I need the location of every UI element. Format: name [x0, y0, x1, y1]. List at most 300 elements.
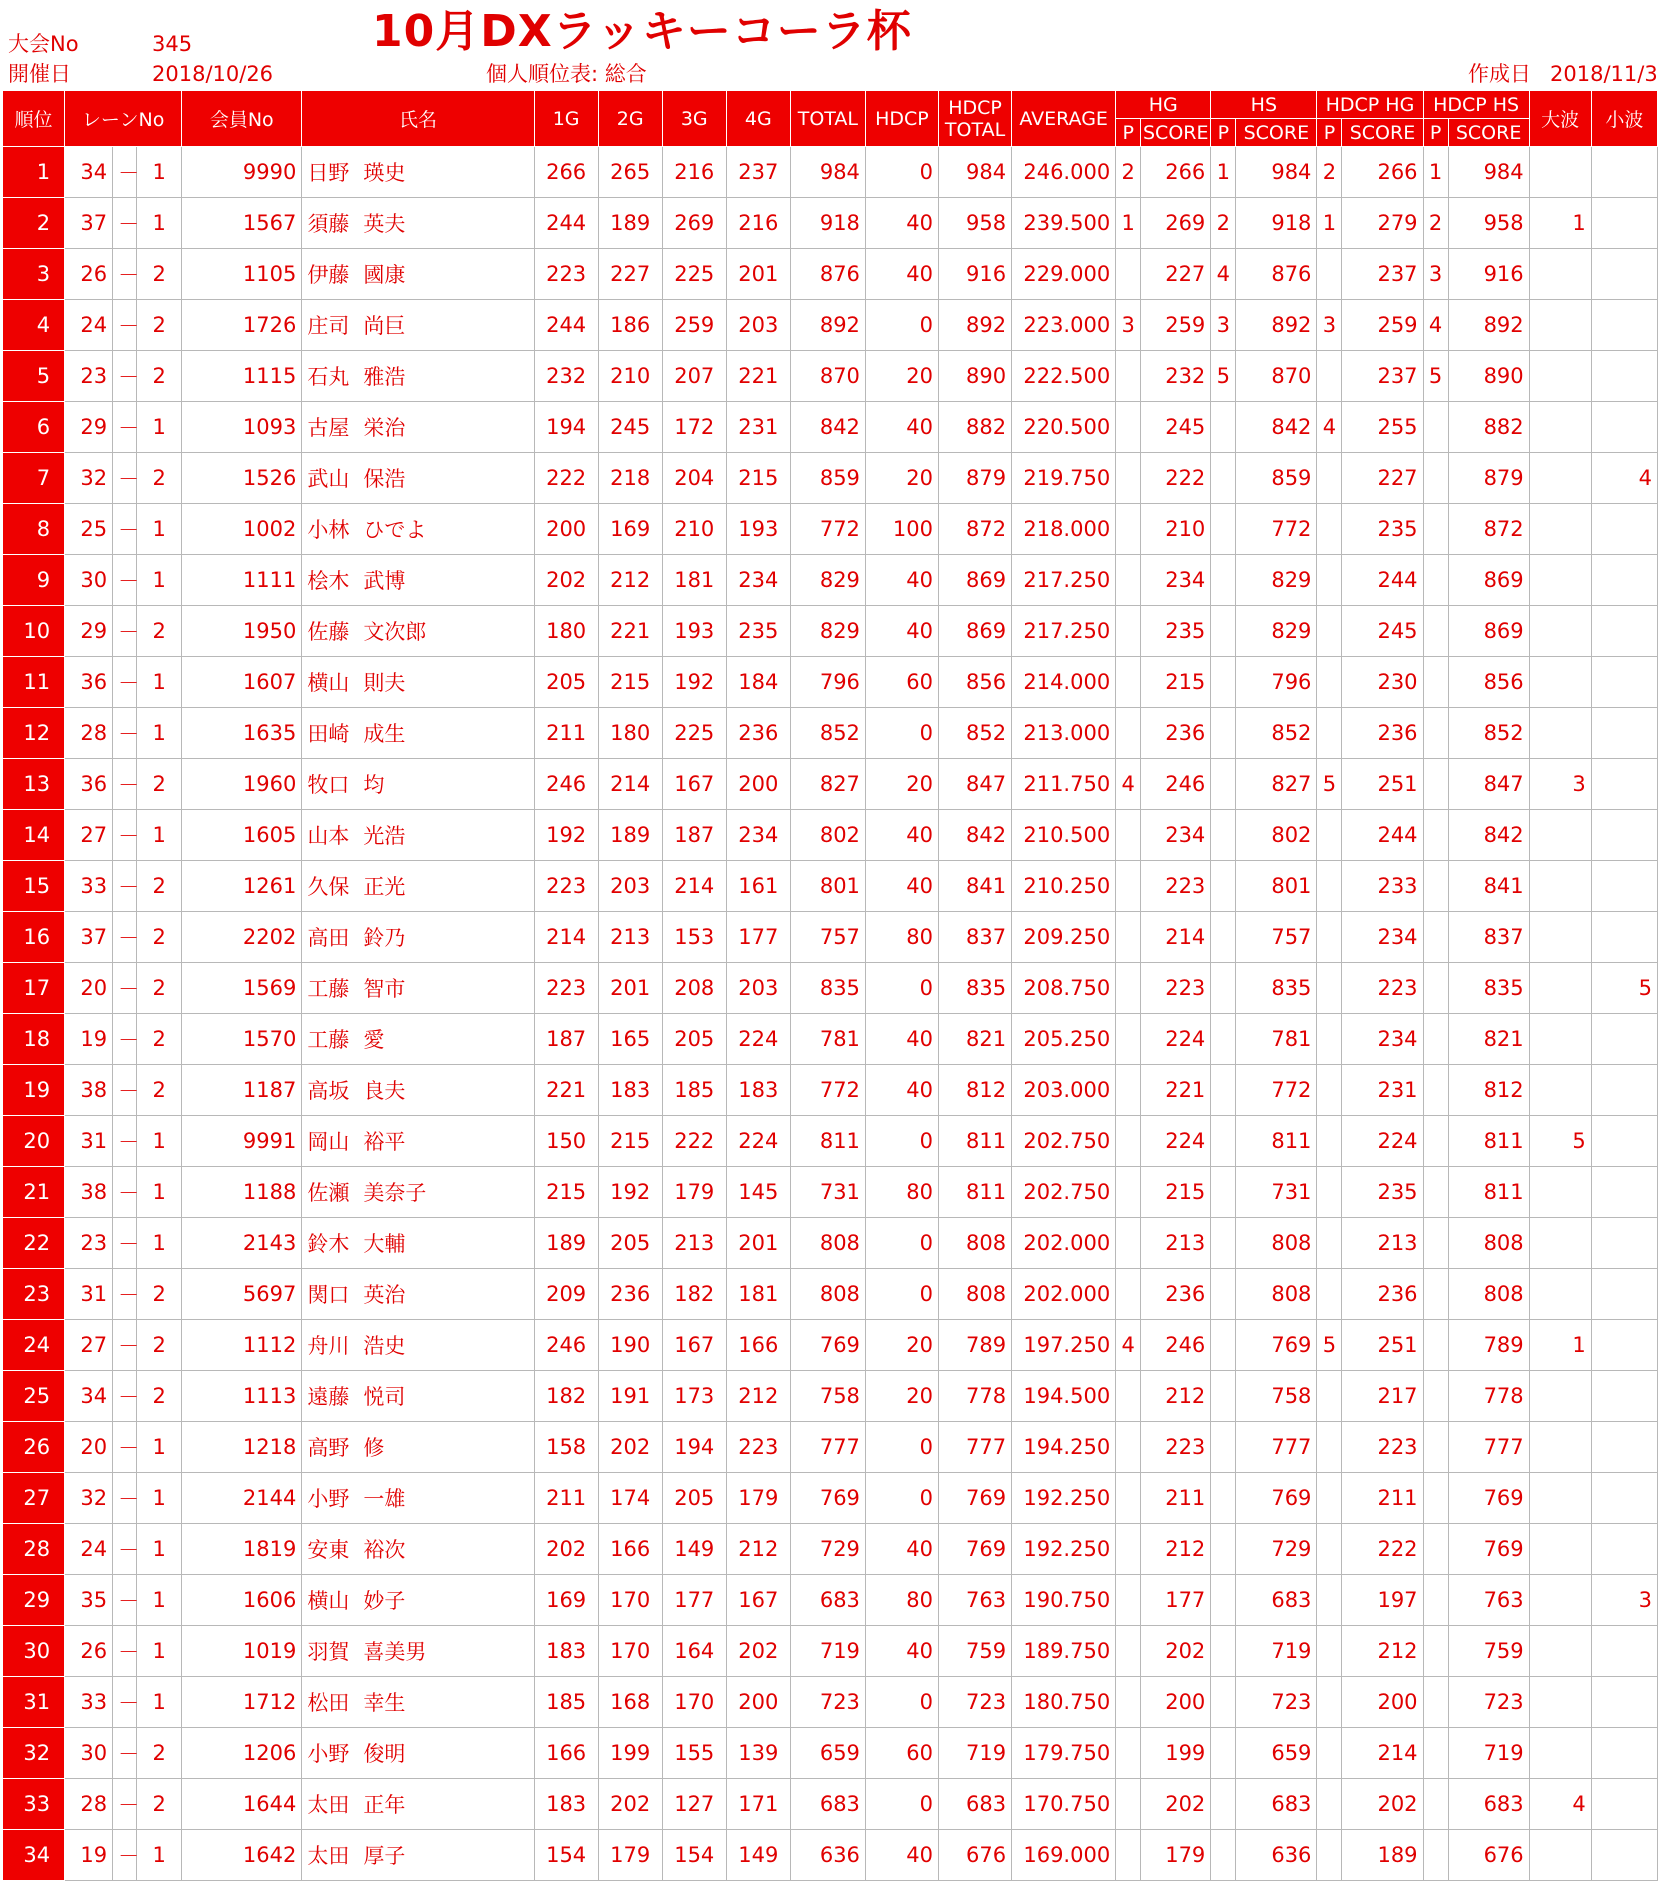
hdcp-hg-p-cell — [1317, 912, 1342, 963]
surname: 小野 — [307, 1487, 350, 1511]
member-no-cell: 2144 — [182, 1473, 302, 1524]
lane-dash-cell: － — [113, 147, 137, 198]
total-cell: 729 — [790, 1524, 865, 1575]
hdcp-hs-p-cell: 4 — [1423, 300, 1448, 351]
hdcp-hg-p-cell — [1317, 963, 1342, 1014]
lane-b-cell: 2 — [137, 249, 182, 300]
small-wave-cell — [1591, 759, 1657, 810]
big-wave-cell: 3 — [1529, 759, 1591, 810]
hs-score-cell: 769 — [1236, 1320, 1317, 1371]
given-name: 英夫 — [363, 212, 406, 236]
hs-score-cell: 870 — [1236, 351, 1317, 402]
game2-cell: 170 — [598, 1626, 662, 1677]
hdcp-hs-p-cell — [1423, 1065, 1448, 1116]
hdcp-hg-p-cell — [1317, 1014, 1342, 1065]
hdcp-hs-score-cell: 808 — [1448, 1218, 1529, 1269]
hdcp-hs-score-cell: 837 — [1448, 912, 1529, 963]
hdcp-total-cell: 958 — [939, 198, 1012, 249]
game2-cell: 213 — [598, 912, 662, 963]
big-wave-cell — [1529, 1830, 1591, 1881]
hdcp-total-cell: 789 — [939, 1320, 1012, 1371]
total-cell: 769 — [790, 1473, 865, 1524]
hdcp-cell: 40 — [865, 1065, 938, 1116]
hs-score-cell: 772 — [1236, 504, 1317, 555]
hdcp-total-cell: 676 — [939, 1830, 1012, 1881]
game1-cell: 202 — [534, 555, 598, 606]
big-wave-cell — [1529, 1626, 1591, 1677]
surname: 日野 — [307, 161, 350, 185]
hs-score-cell: 781 — [1236, 1014, 1317, 1065]
hdcp-hs-p-cell — [1423, 1269, 1448, 1320]
hs-score-cell: 859 — [1236, 453, 1317, 504]
total-cell: 802 — [790, 810, 865, 861]
hdcp-hg-score-cell: 202 — [1342, 1779, 1423, 1830]
member-no-cell: 1261 — [182, 861, 302, 912]
game4-cell: 224 — [726, 1014, 790, 1065]
lane-dash-cell: － — [113, 1473, 137, 1524]
surname: 佐藤 — [307, 620, 350, 644]
lane-b-cell: 2 — [137, 963, 182, 1014]
total-cell: 683 — [790, 1575, 865, 1626]
hs-score-cell: 729 — [1236, 1524, 1317, 1575]
surname: 鈴木 — [307, 1232, 350, 1256]
hdcp-hg-score-cell: 251 — [1342, 759, 1423, 810]
given-name: 美奈子 — [363, 1181, 427, 1205]
small-wave-cell — [1591, 1830, 1657, 1881]
small-wave-cell — [1591, 147, 1657, 198]
hdcp-total-cell: 984 — [939, 147, 1012, 198]
table-row — [3, 1473, 1658, 1524]
member-no-cell: 1115 — [182, 351, 302, 402]
hdcp-hg-p-cell — [1317, 861, 1342, 912]
hs-p-cell — [1211, 1830, 1236, 1881]
given-name: 裕平 — [363, 1130, 406, 1154]
hdcp-hg-score-cell: 197 — [1342, 1575, 1423, 1626]
hs-p-cell — [1211, 402, 1236, 453]
table-row — [3, 1728, 1658, 1779]
hdcp-hg-p-cell — [1317, 1371, 1342, 1422]
small-wave-cell — [1591, 1473, 1657, 1524]
game1-cell: 215 — [534, 1167, 598, 1218]
game2-cell: 165 — [598, 1014, 662, 1065]
small-wave-cell — [1591, 1116, 1657, 1167]
average-cell: 209.250 — [1012, 912, 1116, 963]
hdcp-hg-p-cell — [1317, 504, 1342, 555]
hdcp-cell: 60 — [865, 657, 938, 708]
name-cell — [302, 1065, 534, 1116]
average-cell: 180.750 — [1012, 1677, 1116, 1728]
member-no-cell: 2202 — [182, 912, 302, 963]
given-name: 瑛史 — [363, 161, 406, 185]
lane-b-cell: 2 — [137, 861, 182, 912]
hdcp-hg-p-cell — [1317, 1116, 1342, 1167]
game1-cell: 214 — [534, 912, 598, 963]
table-row — [3, 1575, 1658, 1626]
hs-p-cell — [1211, 912, 1236, 963]
member-no-cell: 1635 — [182, 708, 302, 759]
small-wave-cell — [1591, 1779, 1657, 1830]
game1-cell: 183 — [534, 1626, 598, 1677]
hdcp-hs-p-cell — [1423, 453, 1448, 504]
total-cell: 859 — [790, 453, 865, 504]
given-name: 厚子 — [363, 1844, 406, 1868]
hdcp-hs-p-cell — [1423, 1422, 1448, 1473]
col-hg-score: SCORE — [1141, 119, 1211, 147]
game1-cell: 221 — [534, 1065, 598, 1116]
hg-p-cell — [1116, 1575, 1141, 1626]
hs-score-cell: 808 — [1236, 1269, 1317, 1320]
rank-cell: 25 — [3, 1371, 65, 1422]
game4-cell: 139 — [726, 1728, 790, 1779]
table-row — [3, 147, 1658, 198]
given-name: 良夫 — [363, 1079, 406, 1103]
rank-cell: 21 — [3, 1167, 65, 1218]
lane-dash-cell: － — [113, 1677, 137, 1728]
surname: 佐瀬 — [307, 1181, 350, 1205]
member-no-cell: 5697 — [182, 1269, 302, 1320]
col-hdcp: HDCP — [865, 91, 938, 147]
small-wave-cell — [1591, 249, 1657, 300]
game2-cell: 180 — [598, 708, 662, 759]
surname: 羽賀 — [307, 1640, 350, 1664]
hs-p-cell — [1211, 708, 1236, 759]
rank-cell: 17 — [3, 963, 65, 1014]
lane-b-cell: 1 — [137, 1830, 182, 1881]
game4-cell: 201 — [726, 249, 790, 300]
name-cell — [302, 1422, 534, 1473]
small-wave-cell: 3 — [1591, 1575, 1657, 1626]
hdcp-hs-score-cell: 835 — [1448, 963, 1529, 1014]
hdcp-total-cell: 916 — [939, 249, 1012, 300]
table-row — [3, 249, 1658, 300]
name-cell — [302, 1371, 534, 1422]
lane-dash-cell: － — [113, 1116, 137, 1167]
game4-cell: 183 — [726, 1065, 790, 1116]
small-wave-cell — [1591, 1218, 1657, 1269]
rank-cell: 14 — [3, 810, 65, 861]
col-rank: 順位 — [3, 91, 65, 147]
game2-cell: 192 — [598, 1167, 662, 1218]
game3-cell: 204 — [662, 453, 726, 504]
hg-score-cell: 236 — [1141, 708, 1211, 759]
hdcp-cell: 0 — [865, 1779, 938, 1830]
col-hdcp-total — [939, 91, 1012, 147]
table-row — [3, 1116, 1658, 1167]
lane-dash-cell: － — [113, 1167, 137, 1218]
hs-score-cell: 683 — [1236, 1575, 1317, 1626]
member-no-cell: 1644 — [182, 1779, 302, 1830]
surname: 田崎 — [307, 722, 350, 746]
col-hg: HG — [1116, 91, 1211, 119]
given-name: 大輔 — [363, 1232, 406, 1256]
lane-b-cell: 2 — [137, 606, 182, 657]
game3-cell: 192 — [662, 657, 726, 708]
game1-cell: 192 — [534, 810, 598, 861]
hg-p-cell — [1116, 657, 1141, 708]
hg-score-cell: 202 — [1141, 1626, 1211, 1677]
table-row — [3, 1779, 1658, 1830]
game2-cell: 214 — [598, 759, 662, 810]
hdcp-hs-p-cell: 1 — [1423, 147, 1448, 198]
table-row — [3, 912, 1658, 963]
hdcp-hs-p-cell — [1423, 1728, 1448, 1779]
rank-cell: 1 — [3, 147, 65, 198]
hs-p-cell — [1211, 1014, 1236, 1065]
game4-cell: 184 — [726, 657, 790, 708]
average-cell: 208.750 — [1012, 963, 1116, 1014]
total-cell: 892 — [790, 300, 865, 351]
hg-p-cell — [1116, 504, 1141, 555]
game4-cell: 215 — [726, 453, 790, 504]
small-wave-cell — [1591, 1065, 1657, 1116]
member-no-cell: 9990 — [182, 147, 302, 198]
given-name: 栄治 — [363, 416, 406, 440]
game4-cell: 203 — [726, 963, 790, 1014]
hs-p-cell — [1211, 1473, 1236, 1524]
given-name: 正年 — [363, 1793, 406, 1817]
member-no-cell: 1607 — [182, 657, 302, 708]
game2-cell: 186 — [598, 300, 662, 351]
hdcp-hg-p-cell — [1317, 1524, 1342, 1575]
big-wave-cell — [1529, 810, 1591, 861]
hdcp-total-cell: 872 — [939, 504, 1012, 555]
big-wave-cell — [1529, 300, 1591, 351]
hdcp-hg-p-cell: 5 — [1317, 759, 1342, 810]
hg-p-cell — [1116, 1269, 1141, 1320]
lane-b-cell: 2 — [137, 453, 182, 504]
hdcp-total-cell: 769 — [939, 1473, 1012, 1524]
average-cell: 220.500 — [1012, 402, 1116, 453]
rank-cell: 29 — [3, 1575, 65, 1626]
lane-a-cell: 24 — [65, 300, 113, 351]
hdcp-total-cell: 759 — [939, 1626, 1012, 1677]
hg-score-cell: 234 — [1141, 810, 1211, 861]
col-hdcp-hs: HDCP HS — [1423, 91, 1529, 119]
hg-score-cell: 224 — [1141, 1014, 1211, 1065]
big-wave-cell — [1529, 351, 1591, 402]
hs-p-cell — [1211, 1728, 1236, 1779]
member-no-cell: 1726 — [182, 300, 302, 351]
hdcp-cell: 0 — [865, 708, 938, 759]
hdcp-total-cell: 683 — [939, 1779, 1012, 1830]
hdcp-total-cell: 812 — [939, 1065, 1012, 1116]
hs-score-cell: 777 — [1236, 1422, 1317, 1473]
hdcp-hg-score-cell: 237 — [1342, 351, 1423, 402]
member-no-cell: 1105 — [182, 249, 302, 300]
hs-score-cell: 892 — [1236, 300, 1317, 351]
table-row — [3, 708, 1658, 759]
hdcp-hs-score-cell: 812 — [1448, 1065, 1529, 1116]
hdcp-hs-score-cell: 808 — [1448, 1269, 1529, 1320]
lane-dash-cell: － — [113, 1728, 137, 1779]
total-cell: 842 — [790, 402, 865, 453]
hs-score-cell: 719 — [1236, 1626, 1317, 1677]
rank-cell: 10 — [3, 606, 65, 657]
game2-cell: 199 — [598, 1728, 662, 1779]
col-hdcp-hg: HDCP HG — [1317, 91, 1423, 119]
rank-cell: 9 — [3, 555, 65, 606]
lane-a-cell: 26 — [65, 1626, 113, 1677]
lane-a-cell: 32 — [65, 453, 113, 504]
surname: 遠藤 — [307, 1385, 350, 1409]
hdcp-hs-p-cell — [1423, 1473, 1448, 1524]
small-wave-cell — [1591, 1677, 1657, 1728]
hdcp-hg-score-cell: 223 — [1342, 963, 1423, 1014]
lane-dash-cell: － — [113, 555, 137, 606]
lane-a-cell: 30 — [65, 555, 113, 606]
surname: 安東 — [307, 1538, 350, 1562]
surname: 須藤 — [307, 212, 350, 236]
hdcp-hs-p-cell: 2 — [1423, 198, 1448, 249]
game3-cell: 179 — [662, 1167, 726, 1218]
total-cell: 808 — [790, 1269, 865, 1320]
hdcp-hs-score-cell: 763 — [1448, 1575, 1529, 1626]
game1-cell: 166 — [534, 1728, 598, 1779]
game4-cell: 177 — [726, 912, 790, 963]
hdcp-total-cell: 890 — [939, 351, 1012, 402]
lane-a-cell: 25 — [65, 504, 113, 555]
hdcp-hs-score-cell: 769 — [1448, 1524, 1529, 1575]
lane-dash-cell: － — [113, 657, 137, 708]
hdcp-cell: 100 — [865, 504, 938, 555]
hs-p-cell — [1211, 555, 1236, 606]
lane-b-cell: 1 — [137, 1575, 182, 1626]
lane-a-cell: 38 — [65, 1065, 113, 1116]
average-cell: 214.000 — [1012, 657, 1116, 708]
hdcp-cell: 20 — [865, 351, 938, 402]
lane-b-cell: 1 — [137, 1422, 182, 1473]
hdcp-hg-score-cell: 231 — [1342, 1065, 1423, 1116]
hg-score-cell: 215 — [1141, 1167, 1211, 1218]
rank-cell: 23 — [3, 1269, 65, 1320]
game3-cell: 225 — [662, 708, 726, 759]
hdcp-hg-p-cell — [1317, 453, 1342, 504]
game2-cell: 202 — [598, 1422, 662, 1473]
hdcp-hs-p-cell — [1423, 759, 1448, 810]
game3-cell: 207 — [662, 351, 726, 402]
game3-cell: 172 — [662, 402, 726, 453]
hdcp-total-cell: 869 — [939, 606, 1012, 657]
lane-a-cell: 27 — [65, 1320, 113, 1371]
hg-p-cell — [1116, 1728, 1141, 1779]
hg-p-cell — [1116, 1779, 1141, 1830]
lane-dash-cell: － — [113, 300, 137, 351]
game4-cell: 200 — [726, 759, 790, 810]
hg-score-cell: 210 — [1141, 504, 1211, 555]
total-cell: 835 — [790, 963, 865, 1014]
lane-b-cell: 2 — [137, 1320, 182, 1371]
hs-p-cell — [1211, 1065, 1236, 1116]
lane-dash-cell: － — [113, 606, 137, 657]
hdcp-hg-score-cell: 230 — [1342, 657, 1423, 708]
surname: 工藤 — [307, 1028, 350, 1052]
hg-p-cell — [1116, 1524, 1141, 1575]
member-no-cell: 1187 — [182, 1065, 302, 1116]
game1-cell: 183 — [534, 1779, 598, 1830]
lane-dash-cell: － — [113, 1626, 137, 1677]
name-cell — [302, 912, 534, 963]
hg-score-cell: 211 — [1141, 1473, 1211, 1524]
big-wave-cell — [1529, 504, 1591, 555]
lane-dash-cell: － — [113, 963, 137, 1014]
surname: 山本 — [307, 824, 350, 848]
member-no-cell: 9991 — [182, 1116, 302, 1167]
tournament-no: 345 — [152, 32, 193, 56]
game3-cell: 127 — [662, 1779, 726, 1830]
game3-cell: 181 — [662, 555, 726, 606]
average-cell: 202.000 — [1012, 1218, 1116, 1269]
name-cell — [302, 1473, 534, 1524]
hdcp-cell: 0 — [865, 963, 938, 1014]
member-no-cell: 1569 — [182, 963, 302, 1014]
small-wave-cell — [1591, 912, 1657, 963]
hdcp-total-cell: 777 — [939, 1422, 1012, 1473]
given-name: ひでよ — [363, 518, 427, 542]
hdcp-hg-score-cell: 279 — [1342, 198, 1423, 249]
lane-b-cell: 1 — [137, 657, 182, 708]
hdcp-hs-p-cell — [1423, 1371, 1448, 1422]
total-cell: 808 — [790, 1218, 865, 1269]
col-big-wave: 大波 — [1529, 91, 1591, 147]
total-cell: 829 — [790, 606, 865, 657]
surname: 横山 — [307, 671, 350, 695]
big-wave-cell — [1529, 1371, 1591, 1422]
average-cell: 218.000 — [1012, 504, 1116, 555]
lane-dash-cell: － — [113, 504, 137, 555]
table-row — [3, 453, 1658, 504]
member-no-cell: 1206 — [182, 1728, 302, 1779]
hdcp-hs-score-cell: 719 — [1448, 1728, 1529, 1779]
name-cell — [302, 1167, 534, 1218]
hdcp-hg-p-cell — [1317, 810, 1342, 861]
small-wave-cell — [1591, 555, 1657, 606]
total-cell: 772 — [790, 1065, 865, 1116]
hs-score-cell: 852 — [1236, 708, 1317, 759]
surname: 久保 — [307, 875, 350, 899]
surname: 牧口 — [307, 773, 350, 797]
small-wave-cell — [1591, 1320, 1657, 1371]
hs-score-cell: 808 — [1236, 1218, 1317, 1269]
table-row — [3, 759, 1658, 810]
name-cell — [302, 147, 534, 198]
game2-cell: 210 — [598, 351, 662, 402]
game2-cell: 174 — [598, 1473, 662, 1524]
rank-cell: 6 — [3, 402, 65, 453]
member-no-cell: 1819 — [182, 1524, 302, 1575]
hdcp-cell: 20 — [865, 1320, 938, 1371]
rank-cell: 20 — [3, 1116, 65, 1167]
hdcp-hs-p-cell — [1423, 861, 1448, 912]
hdcp-hg-score-cell: 259 — [1342, 300, 1423, 351]
member-no-cell: 1712 — [182, 1677, 302, 1728]
lane-b-cell: 1 — [137, 198, 182, 249]
game1-cell: 187 — [534, 1014, 598, 1065]
hs-p-cell — [1211, 1218, 1236, 1269]
total-cell: 777 — [790, 1422, 865, 1473]
col-hdcp-total-line2: TOTAL — [944, 118, 1006, 141]
hdcp-total-cell: 837 — [939, 912, 1012, 963]
hdcp-total-cell: 847 — [939, 759, 1012, 810]
hdcp-total-cell: 821 — [939, 1014, 1012, 1065]
game4-cell: 145 — [726, 1167, 790, 1218]
given-name: 幸生 — [363, 1691, 406, 1715]
hs-score-cell: 984 — [1236, 147, 1317, 198]
game1-cell: 266 — [534, 147, 598, 198]
given-name: 修 — [363, 1436, 385, 1460]
game4-cell: 221 — [726, 351, 790, 402]
game2-cell: 190 — [598, 1320, 662, 1371]
game4-cell: 200 — [726, 1677, 790, 1728]
